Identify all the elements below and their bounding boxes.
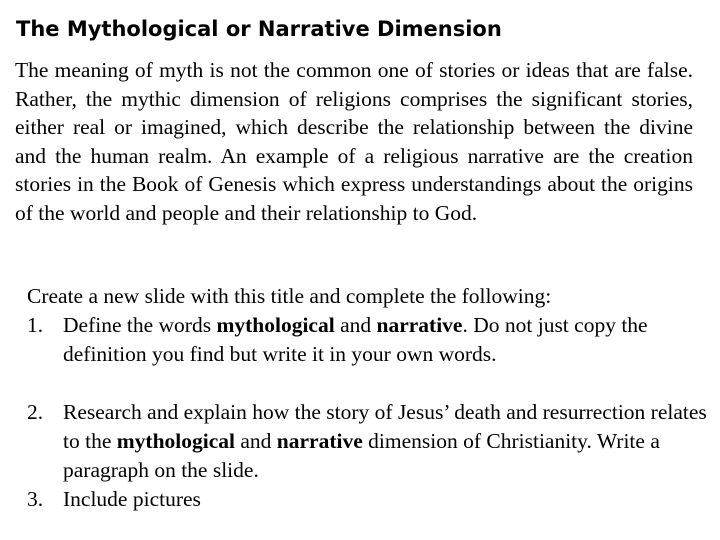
bold-term-mythological: mythological bbox=[216, 313, 335, 337]
task-number: 3. bbox=[27, 487, 44, 511]
task-text-part: Define the words bbox=[63, 313, 217, 337]
bold-term-narrative: narrative bbox=[276, 429, 363, 453]
task-intro: Create a new slide with this title and complete the following: bbox=[27, 284, 552, 308]
bold-term-narrative: narrative bbox=[376, 313, 463, 337]
task-text-part: dimension of Christianity. Write a paragraph on the slide. bbox=[63, 429, 660, 482]
task-text bbox=[63, 487, 201, 511]
task-number: 2. bbox=[27, 400, 44, 424]
task-item-1 bbox=[27, 311, 707, 369]
task-text bbox=[63, 313, 648, 366]
task-item-3 bbox=[27, 485, 707, 514]
task-text-part: Include pictures bbox=[63, 487, 201, 511]
task-text-part: and bbox=[235, 429, 277, 453]
task-text-part: and bbox=[334, 313, 377, 337]
bold-term-mythological: mythological bbox=[116, 429, 235, 453]
task-list bbox=[27, 311, 707, 514]
task-item-2 bbox=[27, 398, 707, 485]
task-text bbox=[63, 400, 707, 482]
task-text-part: Research and explain how the story of Jesus’ death and resurrection relates to the bbox=[63, 400, 707, 453]
task-number: 1. bbox=[27, 313, 44, 337]
body-paragraph: The meaning of myth is not the common one of stories or ideas that are false. Rather, the mythic dimension of religions comprises the significant stories, either real or imagined, which describe the relationship between the divine and the human realm. An example of a religious narrative are the creation stories in the Book of Genesis which express understandings about the origins of the world and people and their relationship to God. bbox=[15, 58, 693, 225]
task-text-part: . Do not just copy the definition you find but write it in your own words. bbox=[63, 313, 648, 366]
slide-title: The Mythological or Narrative Dimension bbox=[16, 17, 502, 41]
